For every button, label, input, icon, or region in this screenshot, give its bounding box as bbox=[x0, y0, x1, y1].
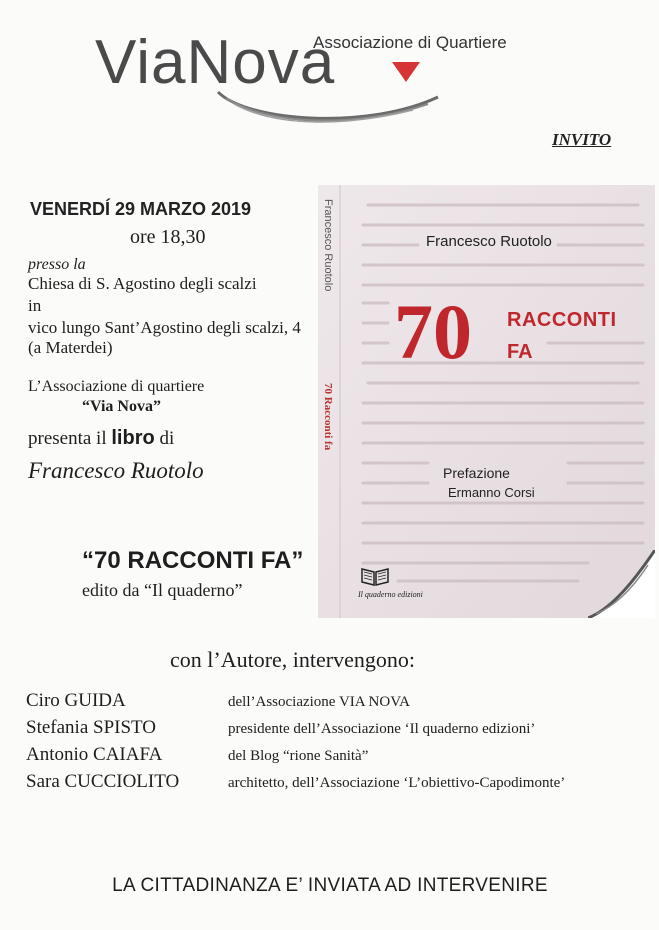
speaker-role: presidente dell’Associazione ‘Il quaderno edizioni’ bbox=[228, 721, 536, 737]
presents-libro: libro bbox=[111, 427, 155, 449]
speaker-role: architetto, dell’Associazione ‘L’obiettivo-Capodimonte’ bbox=[228, 775, 566, 791]
book-cover bbox=[318, 185, 655, 618]
presents-prefix: presenta il bbox=[28, 428, 107, 449]
presents-suffix: di bbox=[159, 428, 175, 449]
cover-publisher: Il quaderno edizioni bbox=[358, 590, 423, 599]
open-book-icon bbox=[360, 565, 390, 587]
venue-name: Chiesa di S. Agostino degli scalzi bbox=[28, 274, 257, 293]
logo-subtitle: Associazione di Quartiere bbox=[313, 33, 507, 52]
cover-preface-author: Ermanno Corsi bbox=[448, 485, 535, 500]
presents-line bbox=[28, 427, 174, 450]
book-author: Francesco Ruotolo bbox=[28, 458, 204, 483]
book-title: “70 RACCONTI FA” bbox=[82, 547, 304, 574]
speaker-name: Ciro GUIDA bbox=[26, 690, 126, 711]
speaker-name: Antonio CAIAFA bbox=[26, 744, 163, 765]
speaker-role: del Blog “rione Sanità” bbox=[228, 748, 369, 764]
page-curl-graphic bbox=[588, 550, 655, 618]
venue-in: in bbox=[28, 296, 42, 315]
association-name: “Via Nova” bbox=[82, 398, 161, 415]
association-intro: L’Associazione di quartiere bbox=[28, 378, 205, 395]
speakers-heading: con l’Autore, intervengono: bbox=[170, 647, 415, 672]
cover-author: Francesco Ruotolo bbox=[426, 233, 552, 250]
venue-intro: presso la bbox=[28, 256, 86, 273]
speaker-name: Stefania SPISTO bbox=[26, 717, 157, 738]
cover-preface-label: Prefazione bbox=[443, 465, 510, 481]
speaker-role: dell’Associazione VIA NOVA bbox=[228, 694, 410, 710]
event-date: VENERDÍ 29 MARZO 2019 bbox=[30, 199, 252, 219]
book-publisher: edito da “Il quaderno” bbox=[82, 580, 243, 600]
cover-fa: FA bbox=[507, 341, 533, 363]
venue-street: vico lungo Sant’Agostino degli scalzi, 4 bbox=[28, 318, 301, 337]
cover-spine-author: Francesco Ruotolo bbox=[322, 199, 334, 292]
speaker-name: Sara CUCCIOLITO bbox=[26, 771, 180, 792]
logo-wordmark: ViaNova bbox=[95, 28, 336, 97]
invito-label: INVITO bbox=[552, 130, 612, 149]
cover-racconti: RACCONTI bbox=[507, 309, 617, 331]
cover-number: 70 bbox=[394, 288, 472, 375]
venue-area: (a Materdei) bbox=[28, 338, 113, 357]
footer-invitation: LA CITTADINANZA E’ INVIATA AD INTERVENIRE bbox=[112, 875, 548, 896]
cover-spine-title: 70 Racconti fa bbox=[322, 383, 334, 451]
logo-triangle-icon bbox=[392, 62, 420, 84]
event-time: ore 18,30 bbox=[130, 226, 206, 248]
